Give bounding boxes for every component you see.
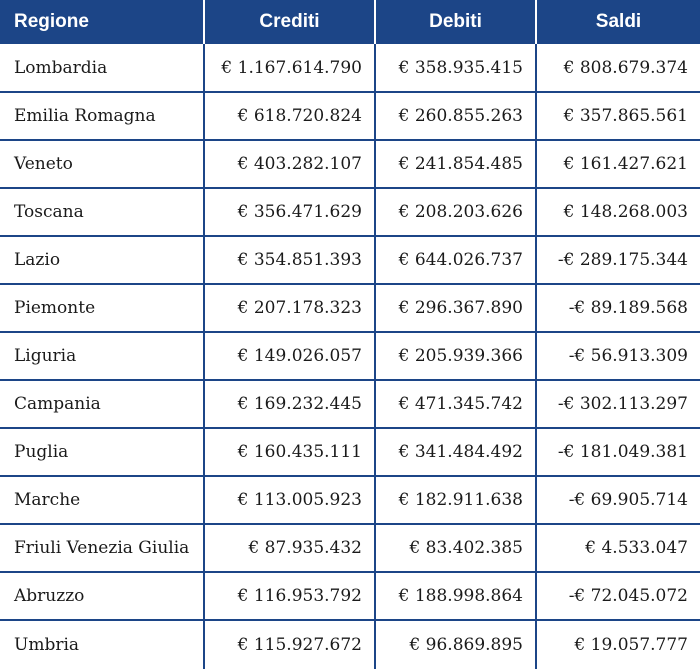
cell-crediti: € 207.178.323 [204,284,375,332]
table-row [0,188,700,236]
cell-debiti: € 358.935.415 [375,44,536,92]
cell-saldi: € 4.533.047 [536,524,700,572]
cell-debiti: € 241.854.485 [375,140,536,188]
cell-regione: Toscana [0,188,204,236]
cell-crediti: € 354.851.393 [204,236,375,284]
cell-debiti: € 83.402.385 [375,524,536,572]
cell-crediti: € 169.232.445 [204,380,375,428]
table-row [0,524,700,572]
cell-regione: Veneto [0,140,204,188]
cell-regione: Emilia Romagna [0,92,204,140]
cell-debiti: € 188.998.864 [375,572,536,620]
table-row [0,572,700,620]
header-regione: Regione [0,0,204,44]
cell-regione: Piemonte [0,284,204,332]
table-row [0,620,700,669]
cell-crediti: € 160.435.111 [204,428,375,476]
cell-crediti: € 356.471.629 [204,188,375,236]
cell-debiti: € 471.345.742 [375,380,536,428]
table-row [0,476,700,524]
cell-debiti: € 644.026.737 [375,236,536,284]
cell-saldi: € 148.268.003 [536,188,700,236]
table-row [0,236,700,284]
cell-saldi: -€ 56.913.309 [536,332,700,380]
cell-saldi: -€ 302.113.297 [536,380,700,428]
table-row [0,380,700,428]
cell-crediti: € 87.935.432 [204,524,375,572]
cell-debiti: € 208.203.626 [375,188,536,236]
cell-regione: Campania [0,380,204,428]
table-row [0,44,700,92]
cell-debiti: € 296.367.890 [375,284,536,332]
header-row [0,0,700,44]
cell-crediti: € 149.026.057 [204,332,375,380]
cell-debiti: € 341.484.492 [375,428,536,476]
cell-debiti: € 96.869.895 [375,620,536,669]
table-row [0,332,700,380]
cell-debiti: € 205.939.366 [375,332,536,380]
cell-saldi: € 357.865.561 [536,92,700,140]
cell-crediti: € 113.005.923 [204,476,375,524]
cell-saldi: € 808.679.374 [536,44,700,92]
cell-saldi: € 19.057.777 [536,620,700,669]
cell-regione: Puglia [0,428,204,476]
table-row [0,140,700,188]
cell-crediti: € 115.927.672 [204,620,375,669]
header-debiti: Debiti [375,0,536,44]
cell-regione: Marche [0,476,204,524]
cell-saldi: -€ 89.189.568 [536,284,700,332]
cell-crediti: € 618.720.824 [204,92,375,140]
cell-crediti: € 403.282.107 [204,140,375,188]
table-row [0,92,700,140]
table-header [0,0,700,44]
cell-crediti: € 1.167.614.790 [204,44,375,92]
cell-saldi: -€ 69.905.714 [536,476,700,524]
table-row [0,284,700,332]
header-saldi: Saldi [536,0,700,44]
table-body [0,44,700,669]
table-row [0,428,700,476]
cell-regione: Umbria [14,635,80,655]
cell-crediti: € 116.953.792 [204,572,375,620]
cell-saldi: € 161.427.621 [536,140,700,188]
cell-saldi: -€ 72.045.072 [536,572,700,620]
cell-debiti: € 260.855.263 [375,92,536,140]
cell-regione: Liguria [0,332,204,380]
cell-regione: Abruzzo [0,572,204,620]
cell-regione: Friuli Venezia Giulia [0,524,204,572]
cell-saldi: -€ 181.049.381 [536,428,700,476]
header-crediti: Crediti [204,0,375,44]
cell-regione: Lazio [0,236,204,284]
cell-saldi: -€ 289.175.344 [536,236,700,284]
cell-regione: Lombardia [0,44,204,92]
cell-debiti: € 182.911.638 [375,476,536,524]
